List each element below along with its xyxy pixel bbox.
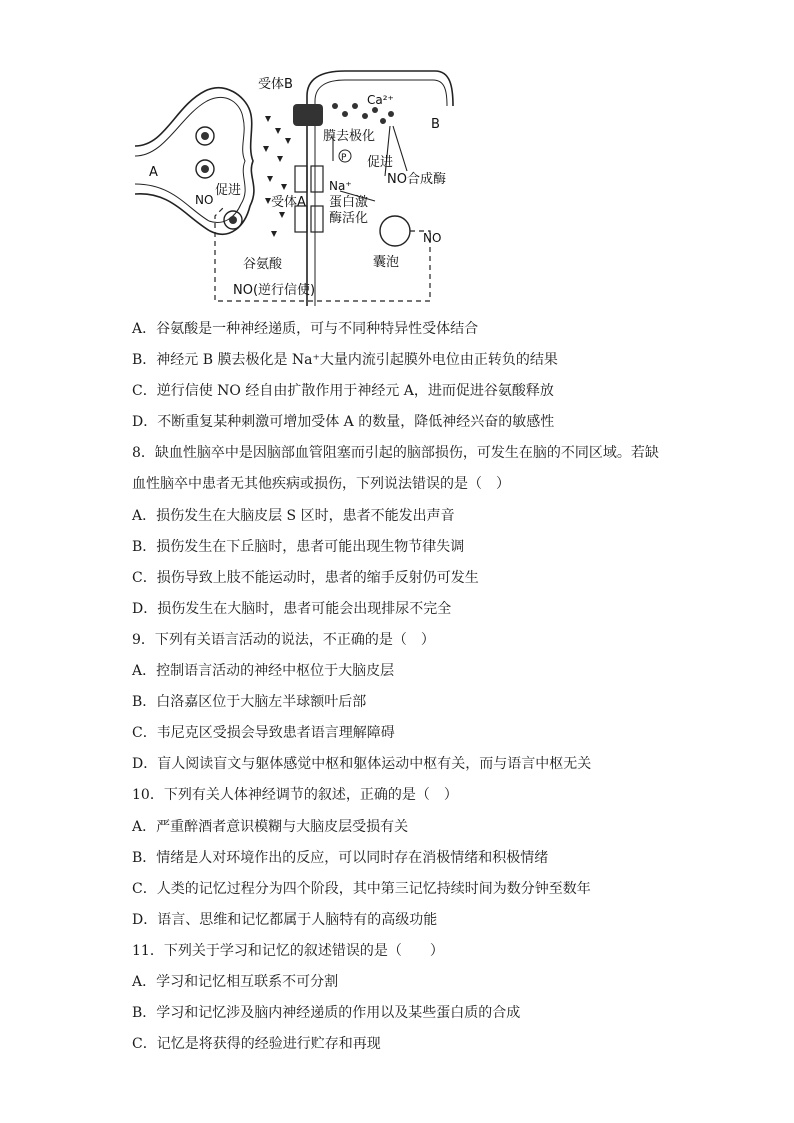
text-line: D．盲人阅读盲文与躯体感觉中枢和躯体运动中枢有关，而与语言中枢无关 xyxy=(132,756,592,773)
text-line: D．语言、思维和记忆都属于人脑特有的高级功能 xyxy=(132,911,438,928)
question-text xyxy=(132,314,772,1060)
promote-right-label: 促进 xyxy=(367,155,394,170)
text-line: A．损伤发生在大脑皮层 S 区时，患者不能发出声音 xyxy=(132,507,455,524)
no-right-label: NO xyxy=(423,231,442,245)
text-line: C．记忆是将获得的经验进行贮存和再现 xyxy=(132,1036,381,1053)
text-line: B．白洛嘉区位于大脑左半球额叶后部 xyxy=(132,694,367,711)
no-synthase-label: NO合成酶 xyxy=(387,172,446,187)
text-line: 9．下列有关语言活动的说法，不正确的是（ ） xyxy=(132,631,435,648)
text-line: A．严重醉酒者意识模糊与大脑皮层受损有关 xyxy=(132,818,409,835)
ca-label: Ca²⁺ xyxy=(367,93,394,107)
text-line: C．损伤导致上肢不能运动时，患者的缩手反射仍可发生 xyxy=(132,569,479,586)
text-line: B．情绪是人对环境作出的反应，可以同时存在消极情绪和积极情绪 xyxy=(132,849,549,866)
phosphate-label: P xyxy=(341,153,347,163)
text-line: D．不断重复某种刺激可增加受体 A 的数量，降低神经兴奋的敏感性 xyxy=(132,414,555,431)
glutamate-molecules xyxy=(263,116,291,237)
no-left-label: NO xyxy=(195,193,214,207)
retrograde-label: NO(逆行信使) xyxy=(233,283,316,298)
glutamate-label: 谷氨酸 xyxy=(243,257,283,272)
vesicle-b xyxy=(380,216,410,246)
text-line: A．学习和记忆相互联系不可分割 xyxy=(132,973,339,990)
na-label: Na⁺ xyxy=(329,179,352,193)
text-line: 血性脑卒中患者无其他疾病或损伤，下列说法错误的是（ ） xyxy=(132,476,510,493)
text-line: B．损伤发生在下丘脑时，患者可能出现生物节律失调 xyxy=(132,538,465,555)
text-line: C．韦尼克区受损会导致患者语言理解障碍 xyxy=(132,725,395,742)
membrane-depol-label: 膜去极化 xyxy=(323,129,376,144)
receptor-a-label: 受体A xyxy=(271,195,306,210)
text-line: 8．缺血性脑卒中是因脑部血管阻塞而引起的脑部损伤，可发生在脑的不同区域。若缺 xyxy=(132,445,659,462)
receptor-b-label: 受体B xyxy=(258,77,293,92)
text-line: 11．下列关于学习和记忆的叙述错误的是（ ） xyxy=(132,942,444,959)
text-line: C．逆行信使 NO 经自由扩散作用于神经元 A，进而促进谷氨酸释放 xyxy=(132,383,554,400)
receptor-b xyxy=(293,104,323,126)
text-line: D．损伤发生在大脑时，患者可能会出现排尿不完全 xyxy=(132,600,452,617)
protein-kinase-label-2: 酶活化 xyxy=(329,211,369,226)
synapse-diagram xyxy=(135,66,465,306)
text-line: B．神经元 B 膜去极化是 Na⁺大量内流引起膜外电位由正转负的结果 xyxy=(132,352,558,369)
text-line: A．谷氨酸是一种神经递质，可与不同种特异性受体结合 xyxy=(132,321,479,337)
neuron-a-inner-membrane xyxy=(135,97,245,222)
text-line: A．控制语言活动的神经中枢位于大脑皮层 xyxy=(132,663,395,680)
protein-kinase-label-1: 蛋白激 xyxy=(329,195,369,210)
promote-left-label: 促进 xyxy=(215,183,242,198)
neuron-b-label: B xyxy=(431,117,440,132)
text-line: B．学习和记忆涉及脑内神经递质的作用以及某些蛋白质的合成 xyxy=(132,1005,521,1022)
vesicle-label: 囊泡 xyxy=(373,255,400,270)
text-line: 10．下列有关人体神经调节的叙述，正确的是（ ） xyxy=(132,787,458,804)
text-line: C．人类的记忆过程分为四个阶段，其中第三记忆持续时间为数分钟至数年 xyxy=(132,880,591,897)
neuron-b-inner-membrane xyxy=(315,80,447,306)
neuron-a-label: A xyxy=(149,165,158,180)
